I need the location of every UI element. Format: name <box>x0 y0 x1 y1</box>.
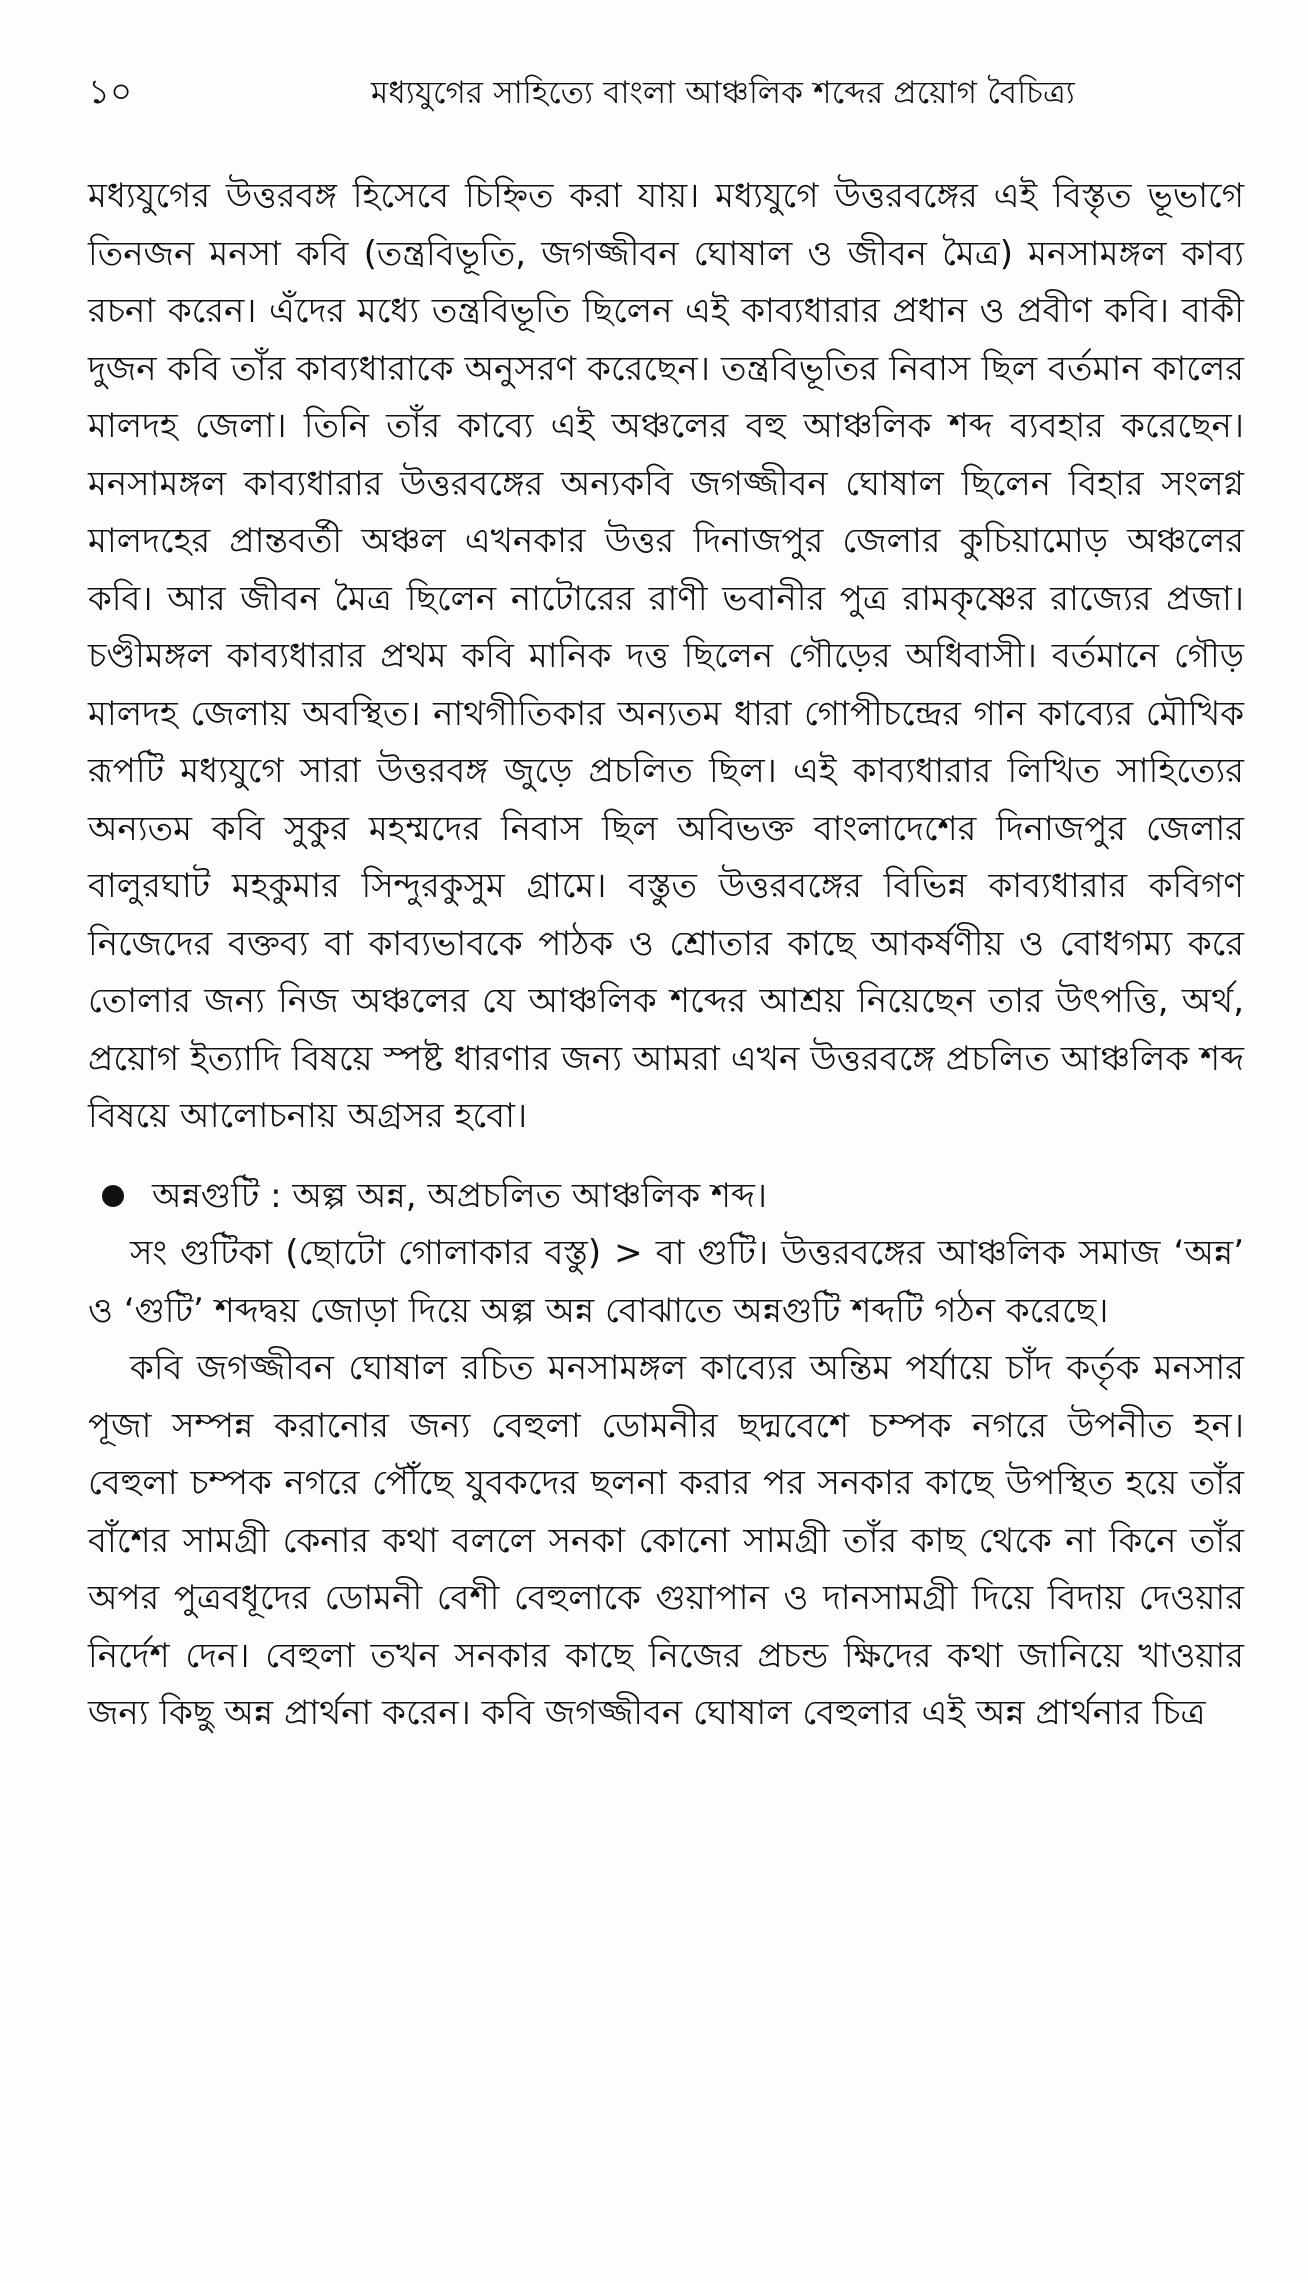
etymology-paragraph: সং গুটিকা (ছোটো গোলাকার বস্তু) > বা গুটি। উত্তরবঙ্গের আঞ্চলিক সমাজ ‘অন্ন’ ও ‘গুটি’ শব্দদ্বয় জোড়া দিয়ে অল্প অন্ন বোঝাতে অন্নগুটি শব্দটি গঠন করেছে। <box>88 1233 1244 1331</box>
body-paragraph: কবি জগজ্জীবন ঘোষাল রচিত মনসামঙ্গল কাব্যের অন্তিম পর্যায়ে চাঁদ কর্তৃক মনসার পূজা সম্পন্ন করানোর জন্য বেহুলা ডোমনীর ছদ্মবেশে চম্পক নগরে উপনীত হন। বেহুলা চম্পক নগরে পৌঁছে যুবকদের ছলনা করার পর সনকার কাছে উপস্থিত হয়ে তাঁর বাঁশের সামগ্রী কেনার কথা বললে সনকা কোনো সামগ্রী তাঁর কাছ থেকে না কিনে তাঁর অপর পুত্রবধূদের ডোমনী বেশী বেহুলাকে গুয়াপান ও দানসামগ্রী দিয়ে বিদায় দেওয়ার নির্দেশ দেন। বেহুলা তখন সনকার কাছে নিজের প্রচন্ড ক্ষিদের কথা জানিয়ে খাওয়ার জন্য কিছু অন্ন প্রার্থনা করেন। কবি জগজ্জীবন ঘোষাল বেহুলার এই অন্ন প্রার্থনার চিত্র <box>88 1348 1244 1733</box>
page-header <box>88 72 1248 132</box>
bullet-icon <box>102 1185 124 1207</box>
body-paragraph: মধ্যযুগের উত্তরবঙ্গ হিসেবে চিহ্নিত করা যায়। মধ্যযুগে উত্তরবঙ্গের এই বিস্তৃত ভূভাগে তিনজন মনসা কবি (তন্ত্রবিভূতি, জগজ্জীবন ঘোষাল ও জীবন মৈত্র) মনসামঙ্গল কাব্য রচনা করেন। এঁদের মধ্যে তন্ত্রবিভূতি ছিলেন এই কাব্যধারার প্রধান ও প্রবীণ কবি। বাকী দুজন কবি তাঁর কাব্যধারাকে অনুসরণ করেছেন। তন্ত্রবিভূতির নিবাস ছিল বর্তমান কালের মালদহ জেলা। তিনি তাঁর কাব্যে এই অঞ্চলের বহু আঞ্চলিক শব্দ ব্যবহার করেছেন। মনসামঙ্গল কাব্যধারার উত্তরবঙ্গের অন্যকবি জগজ্জীবন ঘোষাল ছিলেন বিহার সংলগ্ন মালদহের প্রান্তবর্তী অঞ্চল এখনকার উত্তর দিনাজপুর জেলার কুচিয়ামোড় অঞ্চলের কবি। আর জীবন মৈত্র ছিলেন নাটোরের রাণী ভবানীর পুত্র রামকৃষ্ণের রাজ্যের প্রজা। চণ্ডীমঙ্গল কাব্যধারার প্রথম কবি মানিক দত্ত ছিলেন গৌড়ের অধিবাসী। বর্তমানে গৌড় মালদহ জেলায় অবস্থিত। নাথগীতিকার অন্যতম ধারা গোপীচন্দ্রের গান কাব্যের মৌখিক রূপটি মধ্যযুগে সারা উত্তরবঙ্গ জুড়ে প্রচলিত ছিল। এই কাব্যধারার লিখিত সাহিত্যের অন্যতম কবি সুকুর মহম্মদের নিবাস ছিল অবিভক্ত বাংলাদেশের দিনাজপুর জেলার বালুরঘাট মহকুমার সিন্দুরকুসুম গ্রামে। বস্তুত উত্তরবঙ্গের বিভিন্ন কাব্যধারার কবিগণ নিজেদের বক্তব্য বা কাব্যভাবকে পাঠক ও শ্রোতার কাছে আকর্ষণীয় ও বোধগম্য করে তোলার জন্য নিজ অঞ্চলের যে আঞ্চলিক শব্দের আশ্রয় নিয়েছেন তার উৎপত্তি, অর্থ, প্রয়োগ ইত্যাদি বিষয়ে স্পষ্ট ধারণার জন্য আমরা এখন উত্তরবঙ্গে প্রচলিত আঞ্চলিক শব্দ বিষয়ে আলোচনায় অগ্রসর হবো। <box>88 176 1244 1136</box>
glossary-entry <box>88 1168 1244 1226</box>
running-title: মধ্যযুগের সাহিত্যে বাংলা আঞ্চলিক শব্দের প্রয়োগ বৈচিত্র্য <box>370 75 1076 111</box>
page-number: ১০ <box>88 72 133 112</box>
page-body <box>88 168 1244 1743</box>
glossary-entry-text: অন্নগুটি : অল্প অন্ন, অপ্রচলিত আঞ্চলিক শব্দ। <box>152 1175 768 1216</box>
